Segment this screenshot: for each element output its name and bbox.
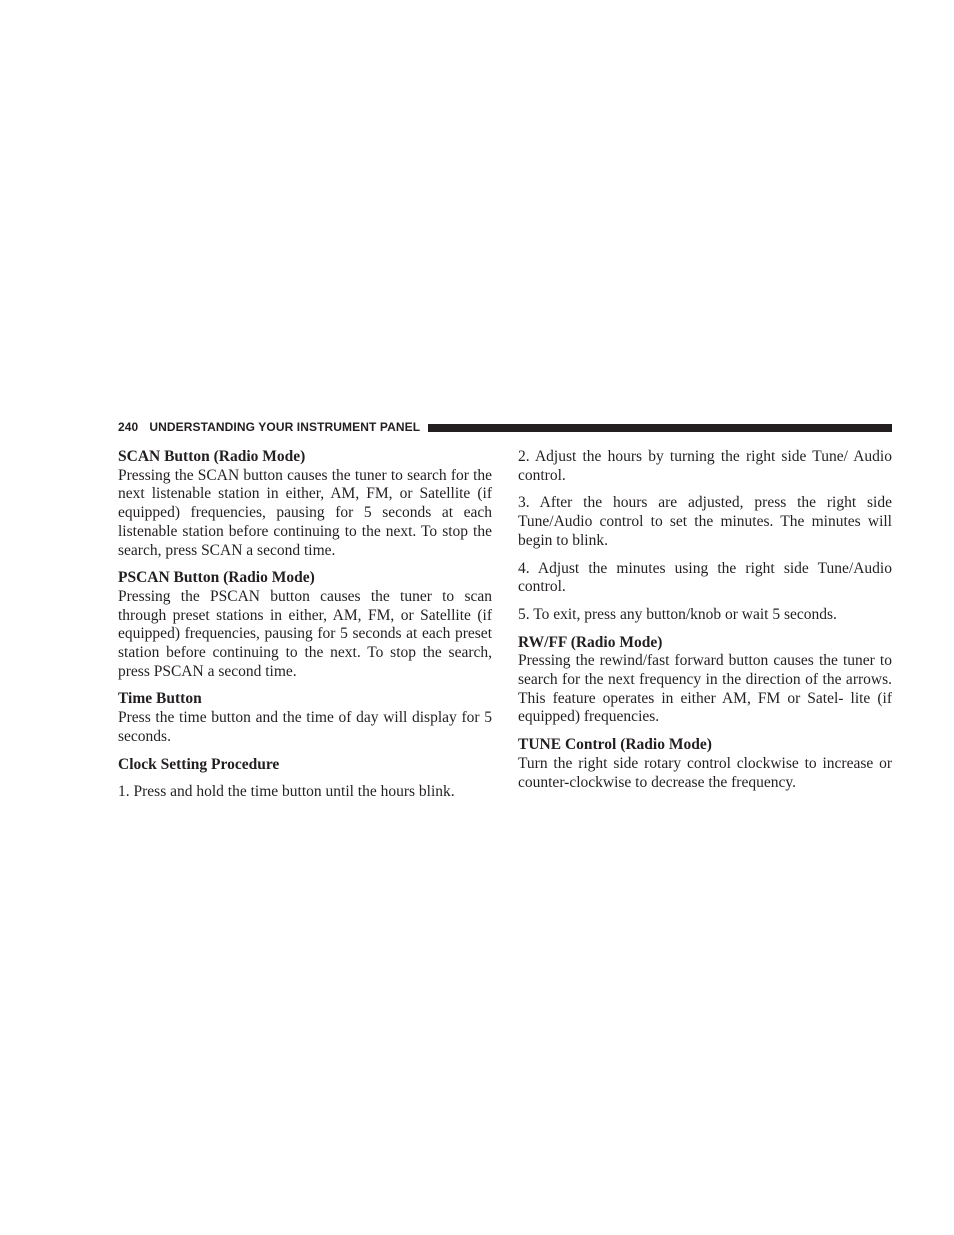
pscan-section (118, 569, 492, 681)
pscan-body: Pressing the PSCAN button causes the tuner to scan through preset stations in either, AM, FM, or Satellite (if equipped) frequencies, pausing for 5 seconds at each preset station before continuing to the next. To stop the search, press PSCAN a second time. (118, 587, 492, 680)
right-column (518, 448, 892, 801)
left-column (118, 448, 492, 811)
header-title: UNDERSTANDING YOUR INSTRUMENT PANEL (149, 420, 421, 434)
time-section (118, 690, 492, 746)
pscan-heading: PSCAN Button (Radio Mode) (118, 569, 315, 587)
clock-step-5: 5. To exit, press any button/knob or wait 5 seconds. (518, 605, 837, 623)
scan-heading: SCAN Button (Radio Mode) (118, 448, 306, 465)
tune-heading: TUNE Control (Radio Mode) (518, 736, 712, 754)
tune-section (518, 736, 892, 792)
rwff-heading: RW/FF (Radio Mode) (518, 633, 663, 651)
tune-body: Turn the right side rotary control clockwise to increase or counter-clockwise to decrease the frequency. (518, 754, 892, 791)
clock-step-2: 2. Adjust the hours by turning the right side Tune/ Audio control. (518, 448, 892, 484)
header-rule (428, 424, 892, 432)
scan-body: Pressing the SCAN button causes the tuner to search for the next listenable station in either, AM, FM, or Satellite (if equipped) frequencies, pausing for 5 seconds at each listenable station before continuing to the next. To stop the search, press SCAN a second time. (118, 466, 492, 559)
rwff-section (518, 634, 892, 728)
page-number: 240 (118, 420, 139, 434)
clock-section (118, 756, 492, 802)
clock-step-3: 3. After the hours are adjusted, press the right side Tune/Audio control to set the minutes. The minutes will begin to blink. (518, 494, 892, 549)
scan-section (118, 448, 492, 560)
clock-step-1: 1. Press and hold the time button until the hours blink. (118, 783, 455, 801)
page-header (118, 419, 892, 435)
clock-heading: Clock Setting Procedure (118, 755, 280, 773)
clock-step-4: 4. Adjust the minutes using the right side Tune/Audio control. (518, 559, 892, 596)
time-heading: Time Button (118, 690, 202, 708)
time-body: Press the time button and the time of day will display for 5 seconds. (118, 709, 492, 745)
rwff-body: Pressing the rewind/fast forward button causes the tuner to search for the next frequency in the direction of the arrows. This feature operates in either AM, FM or Satel- lite (if equipped) frequencies. (518, 652, 892, 726)
